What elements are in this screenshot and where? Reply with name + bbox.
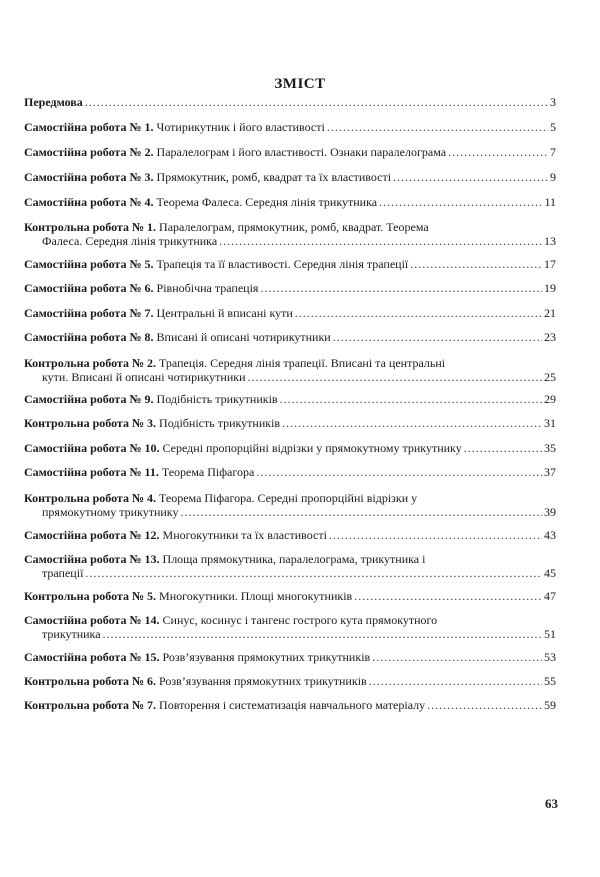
- page-number: 63: [545, 796, 558, 811]
- toc-leader-dots: [103, 627, 542, 641]
- toc-entry-line: [24, 589, 556, 603]
- toc-entry-title: Подібність трикутників: [159, 416, 281, 430]
- toc-entry-label: Самостійна робота № 10.: [24, 441, 160, 455]
- toc-entry-page: 13: [544, 234, 556, 248]
- toc-entry-line: [24, 416, 556, 430]
- toc-entry: [24, 613, 556, 641]
- toc-entry-line: [24, 566, 556, 580]
- toc-entry: [24, 441, 556, 455]
- toc-entry-label: Контрольна робота № 1.: [24, 220, 157, 234]
- toc-entry-line: [24, 465, 556, 479]
- toc-entry-label: Контрольна робота № 4.: [24, 491, 157, 505]
- toc-entry-label: Самостійна робота № 3.: [24, 170, 154, 184]
- toc-entry-page: 59: [544, 698, 556, 712]
- toc-entry-line: [24, 220, 556, 234]
- toc-entry: [24, 392, 556, 406]
- toc-entry: [24, 306, 556, 320]
- toc-leader-dots: [248, 370, 542, 384]
- toc-entry-page: 35: [544, 441, 556, 455]
- toc-entry-title: Теорема Піфагора: [161, 465, 255, 479]
- toc-entry-label: Самостійна робота № 14.: [24, 613, 160, 627]
- toc-entry-title: Чотирикутник і його властивості: [156, 120, 325, 134]
- toc-entry-title-continued: кути. Вписані й описані чотирикутники: [42, 370, 246, 384]
- toc-entry-label: Самостійна робота № 8.: [24, 330, 154, 344]
- toc-entry-label: Контрольна робота № 7.: [24, 698, 157, 712]
- toc-entry-title: Синус, косинус і тангенс гострого кута прямокутного: [162, 613, 438, 627]
- toc-entry-page: 21: [544, 306, 556, 320]
- toc-entry-line: [24, 257, 556, 271]
- toc-leader-dots: [280, 392, 542, 406]
- toc-leader-dots: [219, 234, 542, 248]
- toc-leader-dots: [372, 650, 542, 664]
- toc-entry-page: 43: [544, 528, 556, 542]
- toc-leader-dots: [180, 505, 542, 519]
- toc-entry-line: [24, 356, 556, 370]
- toc-entry: [24, 465, 556, 479]
- toc-entry: [24, 330, 556, 344]
- toc-entry-title: Розв’язування прямокутних трикутників: [162, 650, 371, 664]
- toc-entry: [24, 170, 556, 184]
- toc-entry-label: Самостійна робота № 6.: [24, 281, 154, 295]
- toc-entry-line: [24, 195, 556, 209]
- toc-entry: [24, 195, 556, 209]
- toc-entry-line: [24, 281, 556, 295]
- toc-entry-title-continued: трапеції: [42, 566, 84, 580]
- toc-entry: [24, 416, 556, 430]
- toc-entry-title: Паралелограм і його властивості. Ознаки паралелограма: [156, 145, 447, 159]
- toc-entry: [24, 120, 556, 134]
- toc-entry-line: [24, 441, 556, 455]
- toc-entry-page: 53: [544, 650, 556, 664]
- page-title: ЗМІСТ: [274, 76, 326, 92]
- toc-entry-page: 45: [544, 566, 556, 580]
- toc-entry-page: 51: [544, 627, 556, 641]
- toc-entry: [24, 589, 556, 603]
- toc-entry-page: 31: [544, 416, 556, 430]
- toc-entry-title: Центральні й вписані кути: [156, 306, 293, 320]
- toc-entry-label: Контрольна робота № 5.: [24, 589, 157, 603]
- toc-entry-line: [24, 613, 556, 627]
- toc-entry-label: Передмова: [24, 95, 83, 109]
- toc-entry-page: 55: [544, 674, 556, 688]
- toc-entry-page: 5: [550, 120, 556, 134]
- toc-entry-line: [24, 505, 556, 519]
- toc-entry-label: Самостійна робота № 5.: [24, 257, 154, 271]
- toc-entry-line: [24, 650, 556, 664]
- toc-entry-line: [24, 306, 556, 320]
- toc-entry-title: Трапеція. Середня лінія трапеції. Вписані та центральні: [159, 356, 446, 370]
- toc-entry-title: Площа прямокутника, паралелограма, трикутника і: [162, 552, 426, 566]
- toc-entry-label: Самостійна робота № 7.: [24, 306, 154, 320]
- toc-entry-line: [24, 120, 556, 134]
- toc-entry: [24, 281, 556, 295]
- toc-entry-title-continued: Фалеса. Середня лінія трикутника: [42, 234, 218, 248]
- toc-entry-line: [24, 145, 556, 159]
- toc-entry-line: [24, 674, 556, 688]
- toc-entry-line: [24, 370, 556, 384]
- toc-entry-title-continued: прямокутному трикутнику: [42, 505, 179, 519]
- toc-entry-title: Многокутники. Площі многокутників: [159, 589, 353, 603]
- toc-leader-dots: [256, 465, 542, 479]
- toc-leader-dots: [329, 528, 542, 542]
- toc-entry-title: Многокутники та їх властивості: [162, 528, 327, 542]
- toc-entry-page: 39: [544, 505, 556, 519]
- toc-entry-line: [24, 491, 556, 505]
- toc-leader-dots: [379, 195, 542, 209]
- toc-entry-title: Розв’язування прямокутних трикутників: [159, 674, 367, 688]
- toc-entry-title: Вписані й описані чотирикутники: [156, 330, 331, 344]
- toc-entry: [24, 698, 556, 712]
- toc-entry-label: Самостійна робота № 4.: [24, 195, 154, 209]
- toc-leader-dots: [295, 306, 542, 320]
- toc-entry-title: Середні пропорційні відрізки у прямокутному трикутнику: [162, 441, 462, 455]
- toc-entry-title-continued: трикутника: [42, 627, 101, 641]
- toc-entry-title: Прямокутник, ромб, квадрат та їх властивості: [156, 170, 392, 184]
- toc-entry: [24, 257, 556, 271]
- toc-entry-page: 19: [544, 281, 556, 295]
- toc-entry-page: 11: [544, 195, 556, 209]
- toc-entry-line: [24, 528, 556, 542]
- toc-entry-line: [24, 627, 556, 641]
- toc-entry-title: Трапеція та її властивості. Середня лінія трапеції: [156, 257, 409, 271]
- toc-entry-page: 9: [550, 170, 556, 184]
- toc-entry-page: 37: [544, 465, 556, 479]
- toc-entry-label: Самостійна робота № 2.: [24, 145, 154, 159]
- toc-entry-label: Контрольна робота № 6.: [24, 674, 157, 688]
- toc-entry-page: 25: [544, 370, 556, 384]
- toc-entry: [24, 356, 556, 384]
- toc-entry: [24, 528, 556, 542]
- toc-entry: [24, 491, 556, 519]
- toc-entry-label: Самостійна робота № 1.: [24, 120, 154, 134]
- toc-leader-dots: [393, 170, 548, 184]
- toc-entry-title: Рівнобічна трапеція: [156, 281, 259, 295]
- toc-entry-title: Паралелограм, прямокутник, ромб, квадрат. Теорема: [159, 220, 429, 234]
- toc-leader-dots: [427, 698, 542, 712]
- toc-leader-dots: [333, 330, 542, 344]
- toc-entry-line: [24, 95, 556, 109]
- toc-leader-dots: [410, 257, 542, 271]
- toc-leader-dots: [464, 441, 542, 455]
- toc-entry: [24, 650, 556, 664]
- toc-entry-page: 3: [550, 95, 556, 109]
- toc-entry: [24, 552, 556, 580]
- toc-leader-dots: [260, 281, 542, 295]
- toc-entry: [24, 95, 556, 109]
- toc-entry-page: 47: [544, 589, 556, 603]
- toc-leader-dots: [369, 674, 542, 688]
- toc-entry-line: [24, 234, 556, 248]
- toc-leader-dots: [354, 589, 542, 603]
- toc-entry-page: 7: [550, 145, 556, 159]
- toc-entry-line: [24, 170, 556, 184]
- toc-entry: [24, 220, 556, 248]
- toc-entry-title: Подібність трикутників: [156, 392, 278, 406]
- toc-leader-dots: [282, 416, 542, 430]
- toc-leader-dots: [448, 145, 548, 159]
- toc-entry-label: Самостійна робота № 13.: [24, 552, 160, 566]
- toc-entry-line: [24, 552, 556, 566]
- toc-entry-title: Теорема Піфагора. Середні пропорційні відрізки у: [159, 491, 418, 505]
- toc-leader-dots: [85, 95, 548, 109]
- toc-entry-line: [24, 698, 556, 712]
- toc-entry-label: Контрольна робота № 3.: [24, 416, 157, 430]
- toc-entry: [24, 145, 556, 159]
- toc-entry-line: [24, 330, 556, 344]
- toc-leader-dots: [85, 566, 542, 580]
- toc-entry-page: 29: [544, 392, 556, 406]
- toc-entry-title: Теорема Фалеса. Середня лінія трикутника: [156, 195, 378, 209]
- toc-entry-label: Самостійна робота № 12.: [24, 528, 160, 542]
- toc-entry-label: Самостійна робота № 11.: [24, 465, 159, 479]
- toc-entry-label: Самостійна робота № 9.: [24, 392, 154, 406]
- toc-entry: [24, 674, 556, 688]
- toc-entry-label: Самостійна робота № 15.: [24, 650, 160, 664]
- toc-entry-page: 23: [544, 330, 556, 344]
- toc-entry-label: Контрольна робота № 2.: [24, 356, 157, 370]
- toc-entry-page: 17: [544, 257, 556, 271]
- toc-leader-dots: [327, 120, 548, 134]
- toc-entry-title: Повторення і систематизація навчального матеріалу: [159, 698, 426, 712]
- toc-entry-line: [24, 392, 556, 406]
